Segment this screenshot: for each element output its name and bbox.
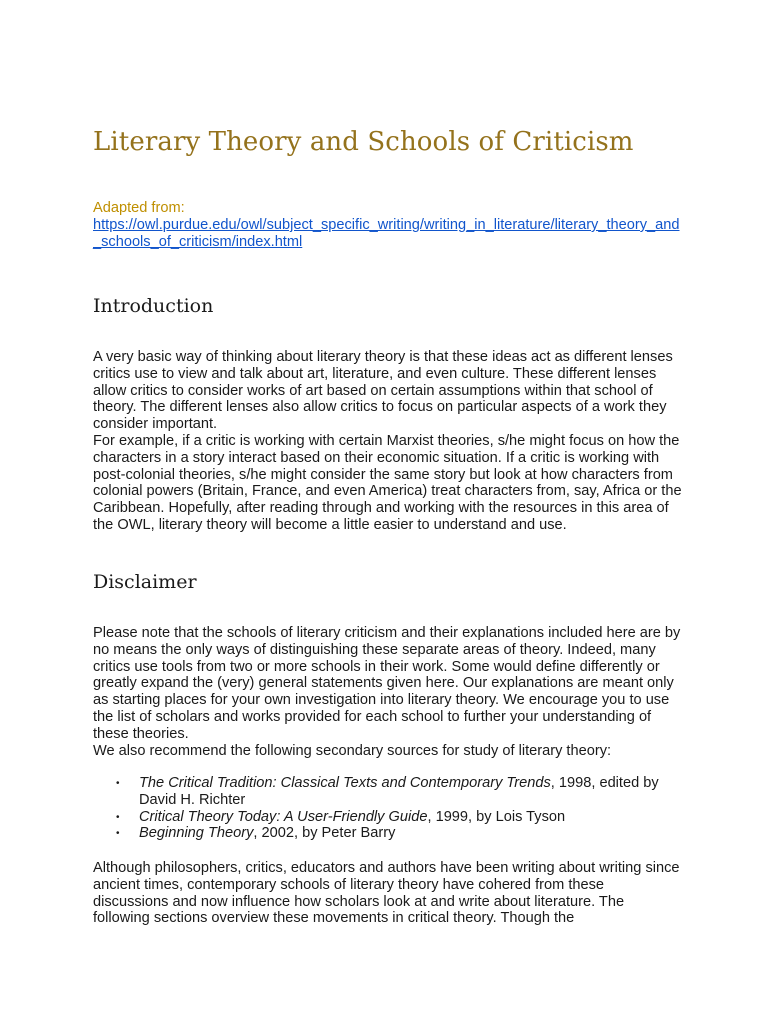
disclaimer-heading: Disclaimer (93, 571, 197, 593)
introduction-paragraph-2: For example, if a critic is working with certain Marxist theories, s/he might focus on how the characters in a story interact based on their economic situation. If a critic is working with post-colonial theories, s/he might consider the same story but look at how characters from colonial powers (Britain, France, and even America) treat characters from, say, Africa or the Caribbean. Hopefully, after reading through and working with the resources in this area of the OWL, literary theory will become a little easier to understand and use. (93, 432, 682, 533)
source-title: Critical Theory Today: A User-Friendly Guide (139, 808, 428, 825)
adapted-from-block (93, 200, 683, 251)
list-item (93, 775, 683, 809)
source-title: The Critical Tradition: Classical Texts and Contemporary Trends (139, 775, 551, 791)
source-title: Beginning Theory (139, 825, 254, 842)
introduction-paragraph-1: A very basic way of thinking about literary theory is that these ideas act as different lenses critics use to view and talk about art, literature, and even culture. These different lenses allow critics to consider works of art based on certain assumptions within that school of theory. The different lenses also allow critics to focus on particular aspects of a work they consider important. (93, 349, 673, 433)
source-link[interactable]: https://owl.purdue.edu/owl/subject_specific_writing/writing_in_literature/literary_theory_and_schools_of_criticism/index.html (93, 217, 680, 250)
introduction-heading: Introduction (93, 295, 214, 317)
introduction-body (93, 349, 683, 534)
page-title: Literary Theory and Schools of Criticism (93, 127, 634, 157)
source-details: , 1999, by Lois Tyson (427, 808, 566, 825)
disclaimer-paragraph-1: Please note that the schools of literary criticism and their explanations included here are by no means the only ways of distinguishing these separate areas of theory. Indeed, many critics use tools from two or more schools in their work. Some would define differently or greatly expand the (very) general statements given here. Our explanations are meant only as starting places for your own investigation into literary theory. We encourage you to use the list of scholars and works provided for each school to further your understanding of these theories. (93, 625, 681, 742)
source-details: , 2002, by Peter Barry (253, 825, 396, 842)
list-item (93, 809, 683, 826)
bullet-icon: • (116, 828, 120, 840)
bullet-icon: • (116, 778, 120, 789)
source-details: , 1998, edited by David H. Richter (139, 775, 659, 808)
closing-body (93, 860, 683, 927)
secondary-sources-list (93, 775, 683, 842)
list-item (93, 825, 683, 842)
bullet-icon: • (116, 811, 120, 823)
disclaimer-paragraph-2: We also recommend the following secondary sources for study of literary theory: (93, 742, 612, 759)
disclaimer-body (93, 625, 683, 759)
closing-paragraph: Although philosophers, critics, educators and authors have been writing about writing since ancient times, contemporary schools of literary theory have cohered from these discussions and now influence how scholars look at and write about literature. The following sections overview these movements in critical theory. Though the (93, 860, 680, 927)
adapted-from-label: Adapted from: (93, 200, 185, 216)
